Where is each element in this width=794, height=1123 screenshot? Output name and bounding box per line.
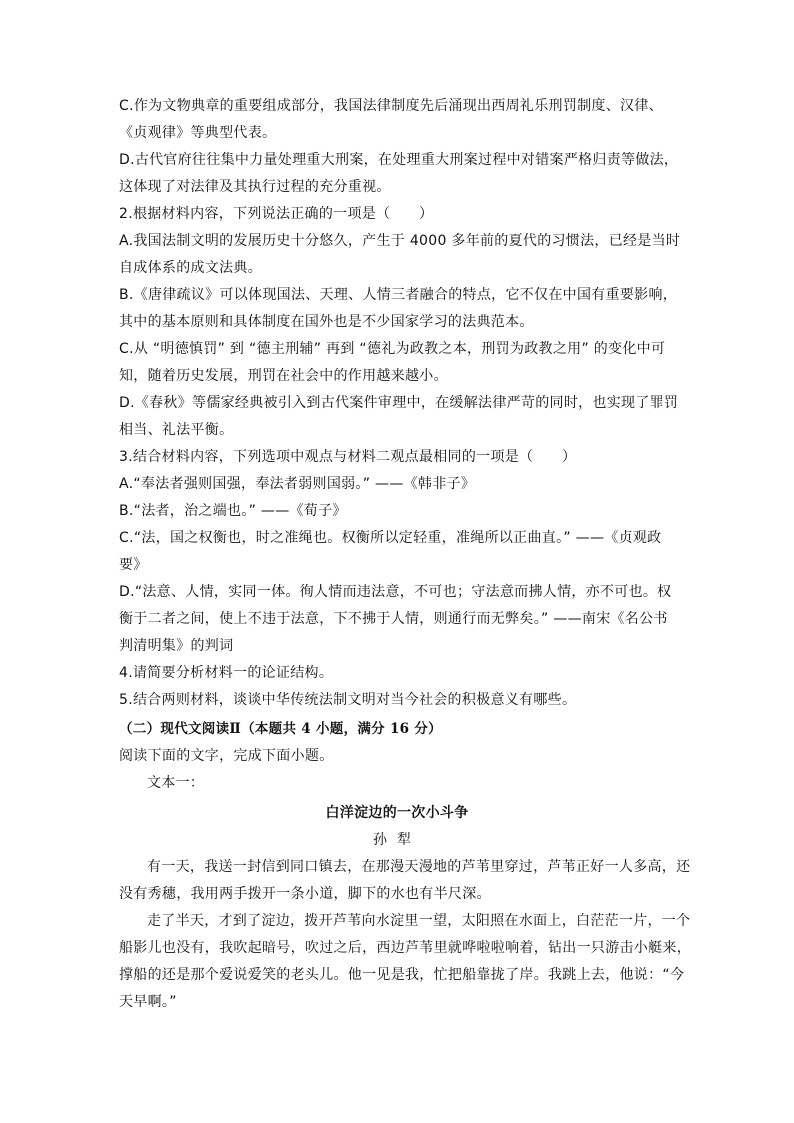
q2-option-b-line-2: 其中的基本原则和具体制度在国外也是不少国家学习的法典范本。	[119, 314, 534, 330]
q3-option-d-line-2: 衡于二者之间，使上不违于法意，下不拂于人情，则通行而无弊矣。” ——南宋《名公书	[119, 611, 668, 627]
q2-option-d-line-2: 相当、礼法平衡。	[119, 422, 234, 438]
q2-option-a-line-2: 自成体系的成文法典。	[119, 260, 262, 276]
q2-option-c-line-1: C.从 “明德慎罚” 到 “德主刑辅” 再到 “德礼为政教之本，刑罚为政教之用” 的变化中可	[119, 341, 666, 357]
option-c-line-2: 《贞观律》等典型代表。	[119, 125, 277, 141]
story-title: 白洋淀边的一次小斗争	[325, 805, 469, 821]
section-header: （二）现代文阅读Ⅱ（本题共 4 小题，满分 16 分）	[119, 721, 442, 737]
option-d-line-2: 这体现了对法律及其执行过程的充分重视。	[119, 179, 391, 195]
q2-option-c-line-2: 知，随着历史发展，刑罚在社会中的作用越来越小。	[119, 368, 448, 384]
q2-option-d-line-1: D.《春秋》等儒家经典被引入到古代案件审理中，在缓解法律严苛的同时，也实现了罪罚	[119, 395, 679, 411]
option-c-line-1: C.作为文物典章的重要组成部分，我国法律制度先后涌现出西周礼乐刑罚制度、汉律、	[119, 98, 663, 114]
story-paragraph-2-line-4: 天早啊。”	[119, 994, 177, 1010]
q2-option-a-line-1: A.我国法制文明的发展历史十分悠久，产生于 4000 多年前的夏代的习惯法，已经是当时	[119, 233, 681, 249]
q3-option-c-line-1: C.“法，国之权衡也，时之准绳也。权衡所以定轻重，准绳所以正曲直。” ——《贞观政	[119, 530, 662, 546]
story-paragraph-2-line-1: 走了半天，才到了淀边，拨开芦苇向水淀里一望，太阳照在水面上，白茫茫一片，一个	[147, 913, 691, 929]
story-paragraph-2-line-3: 撑船的还是那个爱说爱笑的老头儿。他一见是我，忙把船靠拢了岸。我跳上去，他说：“今	[119, 967, 685, 983]
story-paragraph-1-line-1: 有一天，我送一封信到同口镇去，在那漫天漫地的芦苇里穿过，芦苇正好一人多高，还	[147, 859, 691, 875]
question-2: 2.根据材料内容，下列说法正确的一项是（ ）	[119, 206, 434, 222]
reading-instruction: 阅读下面的文字，完成下面小题。	[119, 748, 334, 764]
story-author: 孙犁	[373, 832, 421, 848]
text-label: 文本一：	[147, 775, 205, 791]
story-paragraph-1-line-2: 没有秀穗，我用两手拨开一条小道，脚下的水也有半尺深。	[119, 886, 491, 902]
q3-option-d-line-1: D.“法意、人情，实同一体。徇人情而违法意，不可也；守法意而拂人情，亦不可也。权	[119, 584, 672, 600]
question-5: 5.结合两则材料，谈谈中华传统法制文明对当今社会的积极意义有哪些。	[119, 692, 577, 708]
q2-option-b-line-1: B.《唐律疏议》可以体现国法、天理、人情三者融合的特点，它不仅在中国有重要影响，	[119, 287, 678, 303]
story-paragraph-2-line-2: 船影儿也没有，我吹起暗号，吹过之后，西边芦苇里就哗啦啦响着，钻出一只游击小艇来，	[119, 940, 691, 956]
option-d-line-1: D.古代官府往往集中力量处理重大刑案，在处理重大刑案过程中对错案严格归责等做法，	[119, 152, 679, 168]
q3-option-b: B.“法者，治之端也。” ——《荀子》	[119, 503, 347, 519]
question-4: 4.请简要分析材料一的论证结构。	[119, 665, 334, 681]
q3-option-d-line-3: 判清明集》的判词	[119, 638, 234, 654]
question-3: 3.结合材料内容，下列选项中观点与材料二观点最相同的一项是（ ）	[119, 449, 577, 465]
q3-option-c-line-2: 要》	[119, 557, 148, 573]
q3-option-a: A.“奉法者强则国强，奉法者弱则国弱。” ——《韩非子》	[119, 476, 476, 492]
